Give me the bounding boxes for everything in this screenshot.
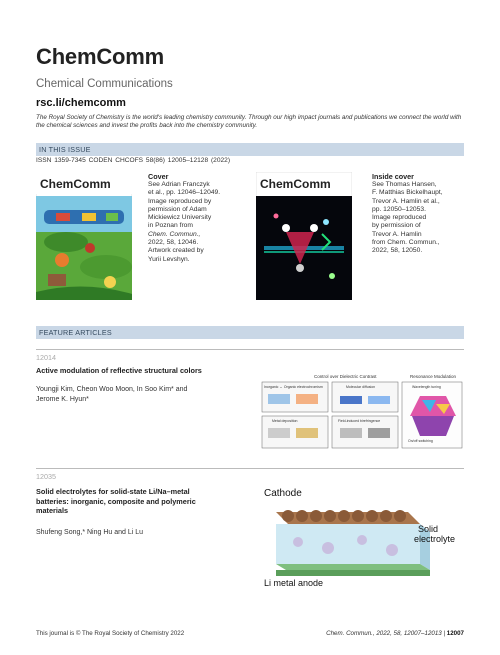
footer-citation-text: Chem. Commun., 2022, 58, 12007–12013 [326, 630, 442, 637]
divider [36, 468, 464, 469]
feature-articles-bar: FEATURE ARTICLES [36, 326, 464, 339]
figure-panel-b: Molecular diffusion [346, 385, 376, 389]
article-title-line: Active modulation of reflective structural colors [36, 366, 202, 375]
article-title-line: Solid electrolytes for solid-state Li/Na–metal [36, 487, 190, 496]
figure-panel-f: On/off switching [408, 439, 433, 443]
figure-solid-label: Solid [418, 524, 439, 534]
solid-electrolytes-figure [258, 482, 464, 590]
in-this-issue-bar: IN THIS ISSUE [36, 143, 464, 156]
article-page-number: 12014 [36, 353, 56, 362]
figure-electrolyte-label: electrolyte [414, 534, 456, 544]
inside-cover-line: Trevor A. Hamlin et al., [372, 197, 440, 205]
figure-right-header: Resonance Modulation [410, 374, 457, 379]
cover-line: Image reproduced by [148, 197, 212, 205]
figure-panel-d: Field-induced birefringence [338, 419, 381, 423]
toc-graphic-structural-colors[interactable] [260, 370, 464, 456]
article-page-number: 12035 [36, 472, 56, 481]
inside-cover-line: pp. 12050–12053. [372, 205, 426, 213]
author-line: Youngji Kim, Cheon Woo Moon, In Soo Kim* and [36, 386, 188, 393]
article-title[interactable] [36, 487, 196, 516]
footer-separator: | [443, 630, 446, 637]
inside-cover-image[interactable] [256, 172, 352, 300]
figure-left-header: Control over Dielectric Contrast [314, 374, 377, 379]
journal-full-name: Chemical Communications [36, 78, 173, 90]
cover-line: Chem. Commun., [148, 230, 201, 238]
author-line: Jerome K. Hyun* [36, 395, 89, 403]
inside-cover-line: 2022, 58, 12050. [372, 247, 423, 255]
cover-masthead: ChemComm [40, 177, 111, 191]
cover-line: Mickiewicz University [148, 214, 212, 222]
article-title[interactable] [36, 366, 202, 376]
article-title-line: batteries: inorganic, composite and polymeric [36, 496, 196, 506]
journal-title: ChemComm [36, 44, 164, 69]
journal-url-link[interactable]: rsc.li/chemcomm [36, 97, 126, 109]
inside-cover-line: from Chem. Commun., [372, 239, 440, 247]
article-authors [36, 528, 143, 538]
divider [36, 349, 464, 350]
author-line: Shufeng Song,* Ning Hu and Li Lu [36, 529, 144, 536]
cover-line: in Poznan from [148, 222, 193, 230]
cover-line: See Adrian Franczyk [148, 181, 210, 188]
figure-panel-c: Metal deposition [272, 419, 298, 423]
footer-citation [300, 630, 464, 637]
issn-line: ISSN 1359-7345 CODEN CHCOFS 58(86) 12005–12128 (2022) [36, 157, 231, 164]
inside-cover-line: F. Matthias Bickelhaupt, [372, 189, 443, 197]
figure-anode-label: Li metal anode [264, 578, 324, 588]
inside-cover-line: See Thomas Hansen, [372, 181, 437, 188]
article-authors [36, 385, 187, 404]
figure-cathode-label: Cathode [264, 488, 302, 499]
inside-cover-description [372, 181, 468, 256]
cover-image[interactable] [36, 172, 132, 300]
cover-line: et al., pp. 12046–12049. [148, 189, 221, 197]
footer-copyright: This journal is © The Royal Society of Chemistry 2022 [36, 630, 185, 637]
article-title-line: materials [36, 506, 69, 515]
inside-cover-title: Inside cover [372, 172, 414, 181]
cover-line: 2022, 58, 12046. [148, 239, 199, 247]
figure-panel-a: Inorganic ↔ Organic electrochromism [264, 385, 323, 389]
footer-page-number: 12007 [446, 630, 464, 637]
inside-cover-line: Image reproduced [372, 214, 427, 222]
cover-artwork [36, 172, 132, 300]
structural-colors-figure [260, 370, 464, 456]
inside-cover-masthead: ChemComm [260, 177, 331, 191]
cover-line: Artwork created by [148, 247, 204, 255]
cover-line: Yurii Levshyn. [148, 255, 190, 263]
rsc-blurb: The Royal Society of Chemistry is the world's leading chemistry community. Through our high impact journals and publications we connect the world with the chemical sciences and invest the profits back into the chemistry community. [36, 114, 462, 130]
inside-cover-artwork [256, 172, 352, 300]
toc-graphic-solid-electrolytes[interactable] [258, 482, 464, 590]
cover-title: Cover [148, 172, 169, 181]
figure-panel-e: Wavelength tuning [412, 385, 441, 389]
cover-description [148, 181, 230, 264]
inside-cover-line: by permission of [372, 222, 421, 230]
cover-line: permission of Adam [148, 205, 207, 213]
inside-cover-line: Trevor A. Hamlin [372, 230, 422, 238]
